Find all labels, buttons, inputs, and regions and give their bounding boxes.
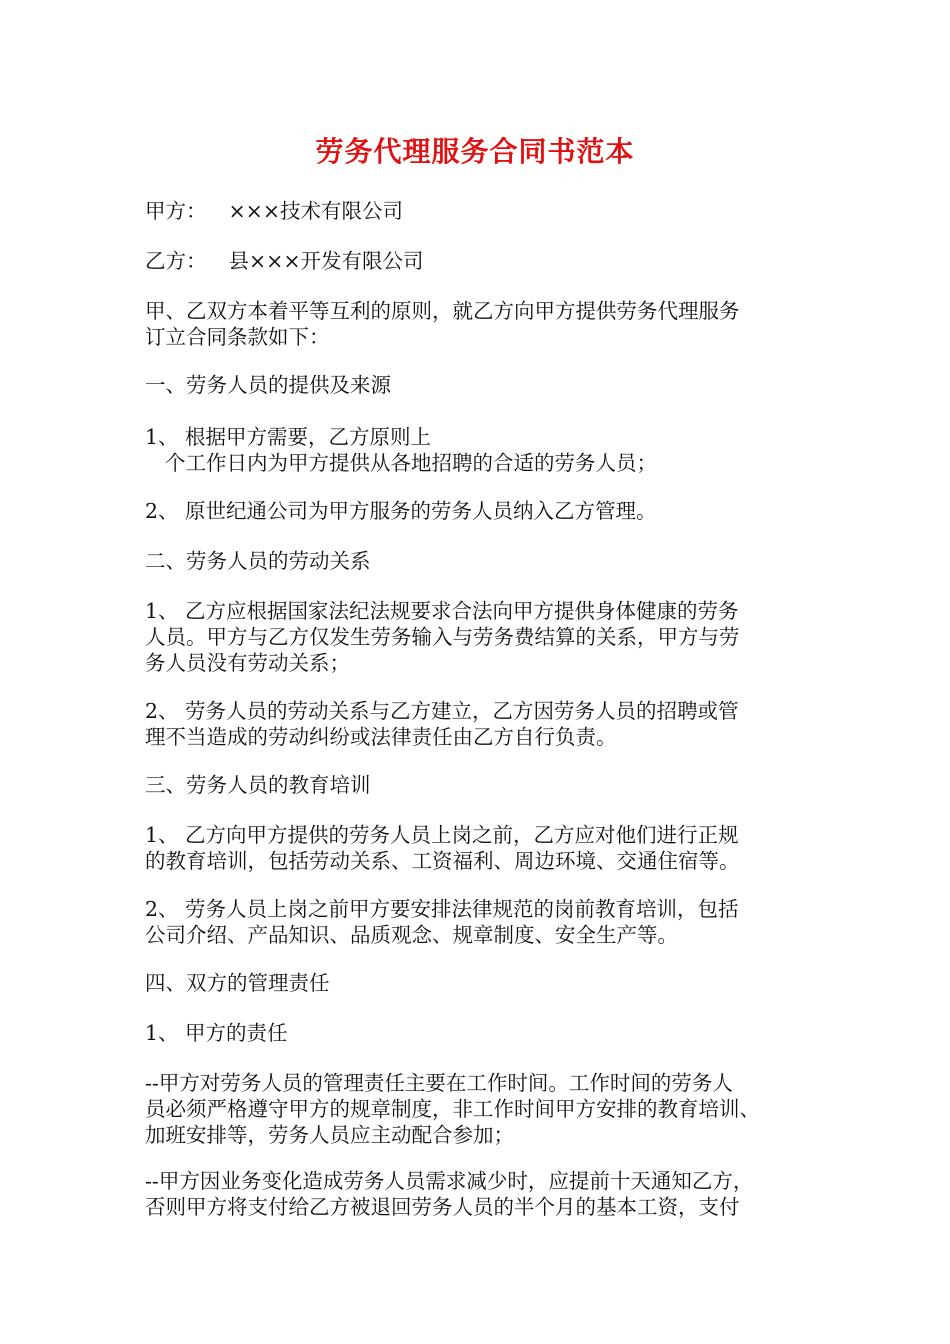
- section1-item1: [145, 424, 825, 476]
- party-a-value: ×××技术有限公司: [228, 199, 404, 223]
- party-b-value: 县×××开发有限公司: [228, 249, 424, 273]
- party-b-label: 乙方：: [145, 249, 207, 273]
- item-line: 理不当造成的劳动纠纷或法律责任由乙方自行负责。: [145, 725, 617, 749]
- section1-item2: 2、 原世纪通公司为甲方服务的劳务人员纳入乙方管理。: [145, 499, 657, 523]
- party-b-line: [145, 248, 825, 274]
- item-line: 2、 劳务人员的劳动关系与乙方建立，乙方因劳务人员的招聘或管: [145, 699, 739, 723]
- item-line: 的教育培训，包括劳动关系、工资福利、周边环境、交通住宿等。: [145, 849, 740, 873]
- section4-paragraph2: [145, 1168, 825, 1220]
- item-line: 1、 根据甲方需要，乙方原则上: [145, 425, 432, 449]
- item-line: 1、 乙方向甲方提供的劳务人员上岗之前，乙方应对他们进行正规: [145, 823, 739, 847]
- section3-item2: [145, 896, 825, 948]
- section2-item2: [145, 698, 825, 750]
- section-heading-4: 四、双方的管理责任: [145, 971, 330, 995]
- section-heading-1: 一、劳务人员的提供及来源: [145, 373, 391, 397]
- party-a-label: 甲方：: [145, 199, 207, 223]
- item-line: 否则甲方将支付给乙方被退回劳务人员的半个月的基本工资，支付: [145, 1195, 740, 1219]
- section2-item1: [145, 598, 825, 676]
- item-line: 公司介绍、产品知识、品质观念、规章制度、安全生产等。: [145, 923, 678, 947]
- intro-paragraph: [145, 298, 825, 350]
- item-line: 加班安排等，劳务人员应主动配合参加；: [145, 1123, 514, 1147]
- item-line: 2、 劳务人员上岗之前甲方要安排法律规范的岗前教育培训，包括: [145, 897, 739, 921]
- document-title: 劳务代理服务合同书范本: [315, 135, 635, 168]
- item-line: 个工作日内为甲方提供从各地招聘的合适的劳务人员；: [165, 451, 657, 475]
- intro-line: 订立合同条款如下：: [145, 325, 330, 349]
- section-heading-3: 三、劳务人员的教育培训: [145, 773, 371, 797]
- item-line: 员必须严格遵守甲方的规章制度，非工作时间甲方安排的教育培训、: [145, 1097, 760, 1121]
- party-a-line: [145, 198, 825, 224]
- item-line: --甲方对劳务人员的管理责任主要在工作时间。工作时间的劳务人: [145, 1071, 733, 1095]
- item-line: --甲方因业务变化造成劳务人员需求减少时，应提前十天通知乙方，: [145, 1169, 754, 1193]
- item-line: 人员。甲方与乙方仅发生劳务输入与劳务费结算的关系，甲方与劳: [145, 625, 740, 649]
- item-line: 1、 乙方应根据国家法纪法规要求合法向甲方提供身体健康的劳务: [145, 599, 739, 623]
- intro-line: 甲、乙双方本着平等互利的原则，就乙方向甲方提供劳务代理服务: [145, 299, 740, 323]
- section-heading-2: 二、劳务人员的劳动关系: [145, 549, 371, 573]
- section4-paragraph1: [145, 1070, 825, 1148]
- item-line: 务人员没有劳动关系；: [145, 651, 350, 675]
- section3-item1: [145, 822, 825, 874]
- section4-item1: 1、 甲方的责任: [145, 1021, 288, 1045]
